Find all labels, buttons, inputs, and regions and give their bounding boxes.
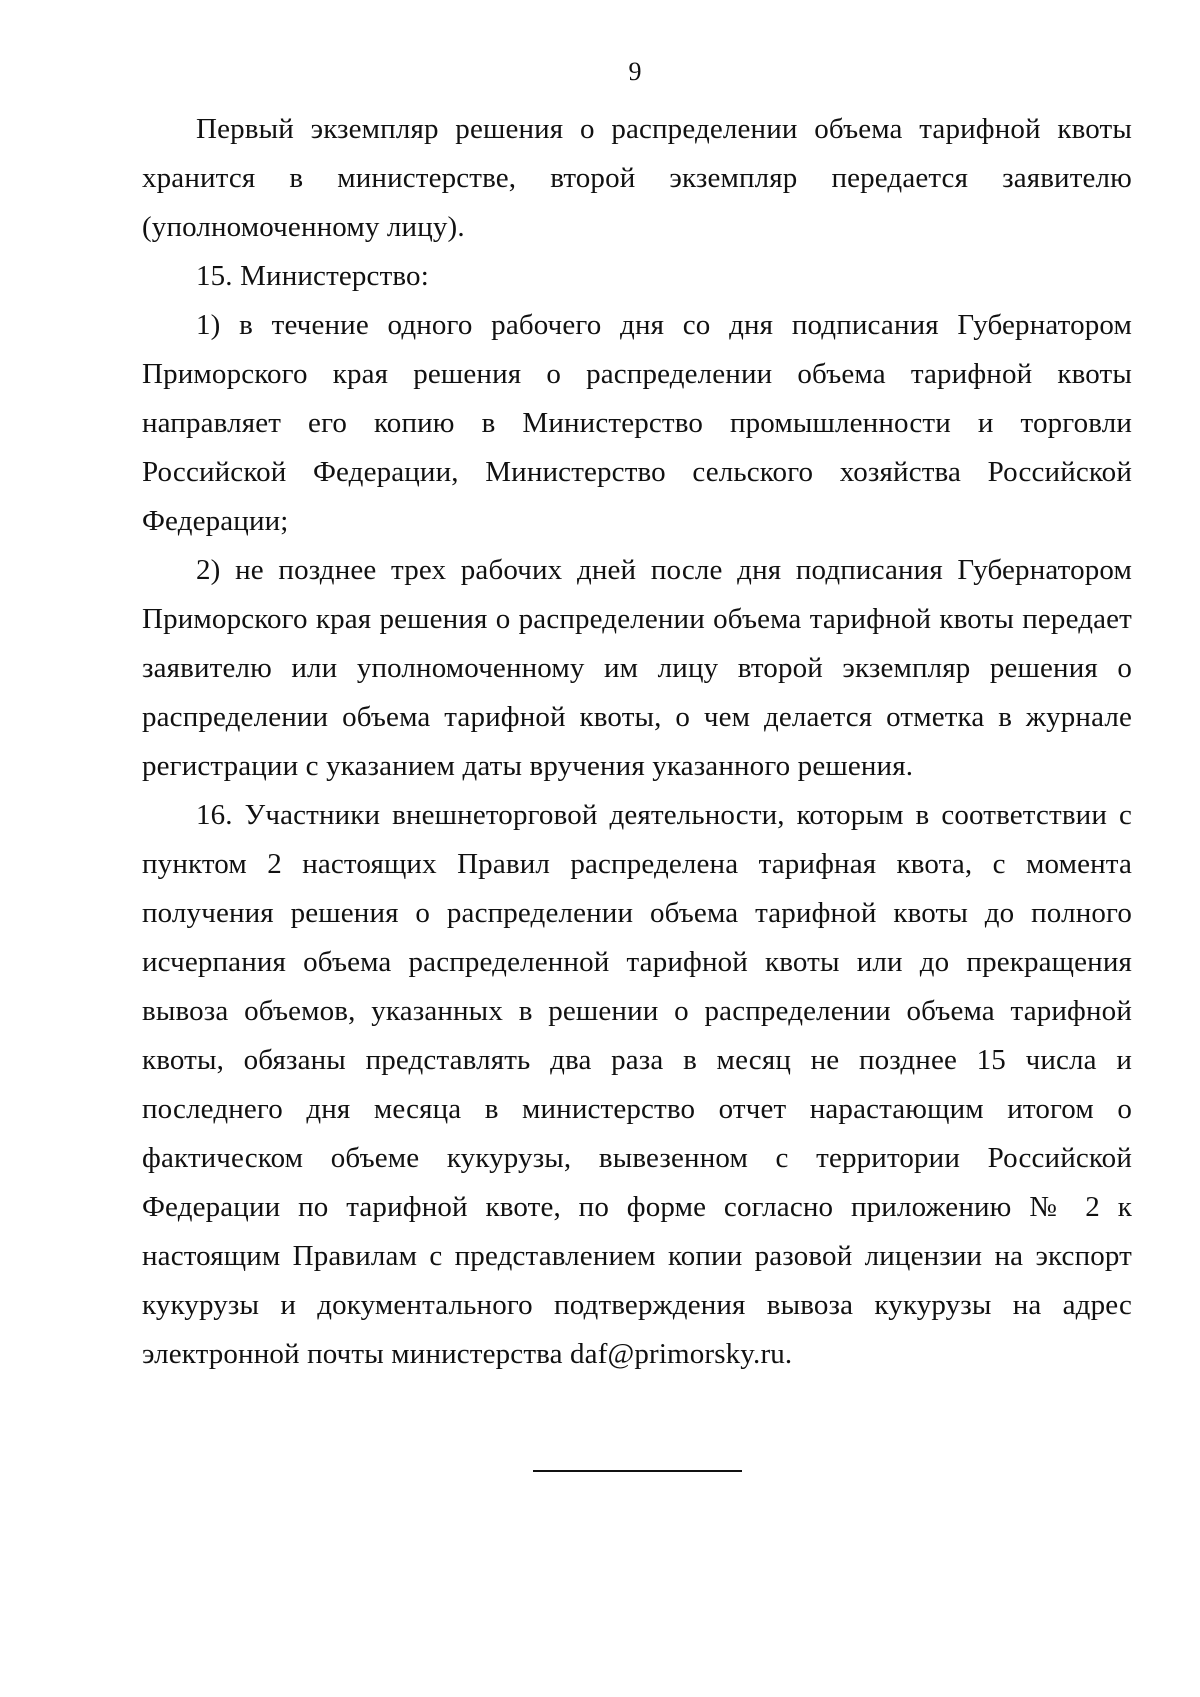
paragraph-15-item-1: 1) в течение одного рабочего дня со дня подписания Губернатором Приморского края решения о распределении объема тарифной квоты направляет его копию в Министерство промышленности и торговли Российской Федерации, Министерство сельского хозяйства Российской Федерации; bbox=[142, 309, 1132, 537]
end-separator-line bbox=[533, 1470, 742, 1472]
paragraph-16: 16. Участники внешнеторговой деятельности, которым в соответствии с пунктом 2 настоящих Правил распределена тарифная квота, с момента получения решения о распределении объема тарифной квоты до полного исчерпания объема распределенной тарифной квоты или до прекращения вывоза объемов, указанных в решении о распределении объема тарифной квоты, обязаны представлять два раза в месяц не позднее 15 числа и последнего дня месяца в министерство отчет нарастающим итогом о фактическом объеме кукурузы, вывезенном с территории Российской Федерации по тарифной квоте, по форме согласно приложению № 2 к настоящим Правилам с представлением копии разовой лицензии на экспорт кукурузы и документального подтверждения вывоза кукурузы на адрес электронной почты министерства daf@primorsky.ru. bbox=[142, 799, 1132, 1370]
document-body bbox=[142, 105, 1132, 1379]
page-number: 9 bbox=[628, 57, 642, 86]
paragraph-15-item-2: 2) не позднее трех рабочих дней после дня подписания Губернатором Приморского края решения о распределении объема тарифной квоты передает заявителю или уполномоченному им лицу второй экземпляр решения о распределении объема тарифной квоты, о чем делается отметка в журнале регистрации с указанием даты вручения указанного решения. bbox=[142, 554, 1132, 782]
paragraph-copy-storage: Первый экземпляр решения о распределении объема тарифной квоты хранится в министерстве, второй экземпляр передается заявителю (уполномоченному лицу). bbox=[142, 113, 1132, 243]
paragraph-15-heading: 15. Министерство: bbox=[196, 260, 429, 292]
